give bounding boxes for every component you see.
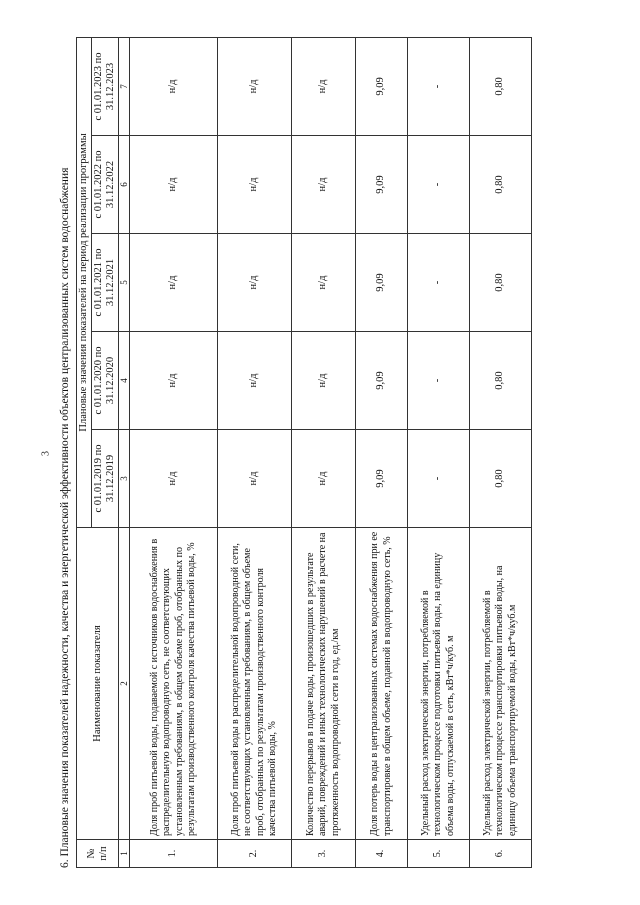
table-row — [408, 37, 470, 867]
header-name: Наименование показателя — [77, 528, 119, 840]
row-number: 3. — [292, 840, 356, 868]
section-heading: 6. Плановые значения показателей надежности, качества и энергетической эффективности объектов централизованных систем водоснабжения — [59, 167, 71, 868]
header-period-2022: с 01.01.2022 по 31.12.2022 — [92, 136, 119, 234]
indicator-value: н/д — [130, 136, 218, 234]
indicator-value: - — [408, 332, 470, 430]
table-row — [130, 37, 218, 867]
indicator-value: н/д — [218, 37, 292, 135]
indicator-value: 9,09 — [356, 234, 408, 332]
indicator-value: 9,09 — [356, 430, 408, 528]
indicator-value: 9,09 — [356, 136, 408, 234]
row-number: 1. — [130, 840, 218, 868]
indicator-value: н/д — [292, 430, 356, 528]
indicator-value: 0,80 — [470, 136, 532, 234]
table-row — [218, 37, 292, 867]
indicator-value: н/д — [292, 234, 356, 332]
indicator-value: 9,09 — [356, 37, 408, 135]
indicator-value: - — [408, 136, 470, 234]
rotated-sheet — [58, 38, 578, 868]
indicator-name: Удельный расход электрической энергии, потребляемой в технологическом процессе подготовки питьевой воды, на единицу объема воды, отпускаемой в сеть, кВт*ч/куб. м — [408, 528, 470, 840]
indicator-value: н/д — [218, 430, 292, 528]
table-row — [356, 37, 408, 867]
indicator-value: н/д — [292, 37, 356, 135]
header-group: Плановые значения показателей на период реализации программы — [77, 37, 92, 527]
page-number: 3 — [40, 451, 52, 456]
indicator-value: 0,80 — [470, 332, 532, 430]
indicator-value: н/д — [130, 332, 218, 430]
header-period-2019: с 01.01.2019 по 31.12.2019 — [92, 430, 119, 528]
indicator-value: н/д — [218, 332, 292, 430]
indicator-value: - — [408, 37, 470, 135]
indicator-value: н/д — [292, 136, 356, 234]
indicator-value: 0,80 — [470, 234, 532, 332]
column-index: 3 — [119, 430, 130, 528]
header-period-2021: с 01.01.2021 по 31.12.2021 — [92, 234, 119, 332]
column-index-row — [119, 37, 130, 867]
indicator-value: н/д — [218, 234, 292, 332]
indicator-value: 0,80 — [470, 37, 532, 135]
indicator-value: - — [408, 234, 470, 332]
column-index: 7 — [119, 37, 130, 135]
table-row — [470, 37, 532, 867]
row-number: 6. — [470, 840, 532, 868]
indicator-value: 9,09 — [356, 332, 408, 430]
row-number: 2. — [218, 840, 292, 868]
row-number: 4. — [356, 840, 408, 868]
row-number: 5. — [408, 840, 470, 868]
column-index: 2 — [119, 528, 130, 840]
indicator-value: н/д — [130, 234, 218, 332]
indicator-value: 0,80 — [470, 430, 532, 528]
header-period-2023: с 01.01.2023 по 31.12.2023 — [92, 37, 119, 135]
column-index: 1 — [119, 840, 130, 868]
indicator-name: Количество перерывов в подаче воды, произошедших в результате аварий, повреждений и иных технологических нарушений в расчете на протяженность водопроводной сети в год, ед./км — [292, 528, 356, 840]
column-index: 4 — [119, 332, 130, 430]
indicator-name: Доля проб питьевой воды, подаваемой с источников водоснабжения в распределительную водопроводную сеть, не соответствующих установленным требованиям, в общем объеме проб, отобранных по результатам производственного контроля качества питьевой воды, % — [130, 528, 218, 840]
indicator-name: Удельный расход электрической энергии, потребляемой в технологическом процессе транспортировки питьевой воды, на единицу объема транспортируемой воды, кВт*ч/куб.м — [470, 528, 532, 840]
table-row — [292, 37, 356, 867]
indicator-value: н/д — [292, 332, 356, 430]
indicator-value: н/д — [130, 430, 218, 528]
indicator-value: н/д — [130, 37, 218, 135]
column-index: 6 — [119, 136, 130, 234]
indicator-value: н/д — [218, 136, 292, 234]
indicator-name: Доля потерь воды в централизованных системах водоснабжения при ее транспортировке в общем объеме, поданной в водопроводную сеть, % — [356, 528, 408, 840]
indicator-name: Доля проб питьевой воды в распределительной водопроводной сети, не соответствующих установленным требованиям, в общем объеме проб, отобранных по результатам производственного контроля качества питьевой воды, % — [218, 528, 292, 840]
column-index: 5 — [119, 234, 130, 332]
header-num: № п/п — [77, 840, 119, 868]
indicator-value: - — [408, 430, 470, 528]
header-period-2020: с 01.01.2020 по 31.12.2020 — [92, 332, 119, 430]
indicators-table — [76, 37, 532, 868]
